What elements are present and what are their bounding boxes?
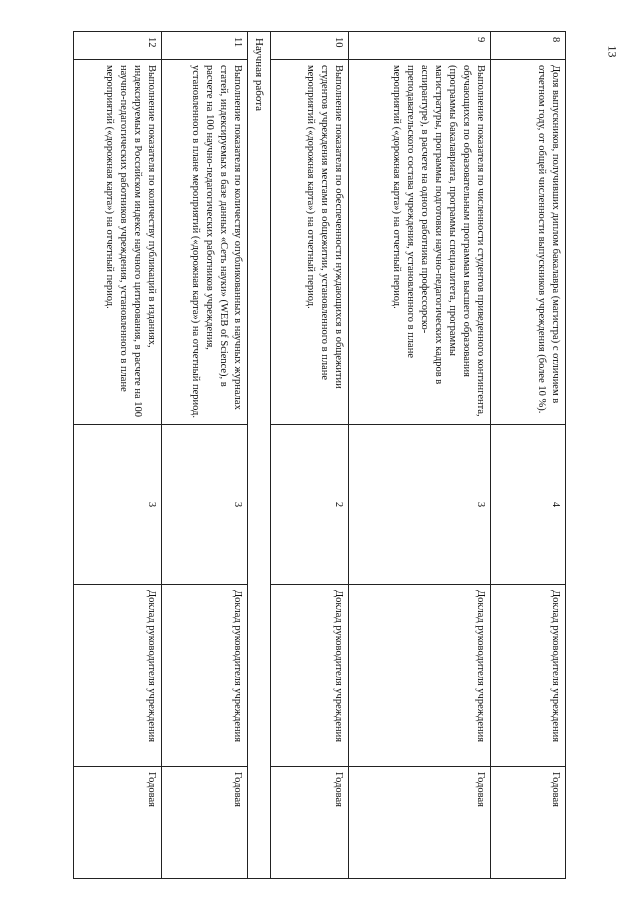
indicator-score: 4 — [491, 425, 566, 585]
report-period: Годовая — [74, 767, 162, 879]
row-number: 11 — [162, 32, 248, 60]
indicators-table — [73, 31, 566, 879]
report-source: Доклад руководителя учреждения — [491, 585, 566, 767]
report-source: Доклад руководителя учреждения — [271, 585, 349, 767]
indicators-table-body — [74, 32, 566, 879]
report-source: Доклад руководителя учреждения — [162, 585, 248, 767]
rotated-page-content — [76, 31, 566, 878]
table-row — [162, 32, 248, 879]
indicator-text: Выполнение показателя по обеспеченности нуждающихся в общежитии студентов учреждения местами в общежитии, установленного в плане мероприятий («дорожная карта») на отчетный период. — [271, 60, 349, 425]
indicator-score: 2 — [271, 425, 349, 585]
report-period: Годовая — [491, 767, 566, 879]
section-row — [248, 32, 271, 879]
page-number: 13 — [605, 45, 620, 58]
row-number: 9 — [349, 32, 491, 60]
table-row — [271, 32, 349, 879]
indicator-score: 3 — [349, 425, 491, 585]
table-row — [491, 32, 566, 879]
report-period: Годовая — [271, 767, 349, 879]
row-number: 10 — [271, 32, 349, 60]
report-source: Доклад руководителя учреждения — [74, 585, 162, 767]
table-row — [349, 32, 491, 879]
row-number: 8 — [491, 32, 566, 60]
report-period: Годовая — [162, 767, 248, 879]
indicator-text: Выполнение показателя по численности студентов приведенного контингента, обучающихся по образовательным программам высшего образования (программы бакалавриата, программы специалитета, программы магистратуры, программы подготовки научно-педагогических кадров в аспирантуре), в расчете на одного работника профессорско-преподавательского состава учреждения, установленного в плане мероприятий («дорожная карта») на отчетный период. — [349, 60, 491, 425]
report-period: Годовая — [349, 767, 491, 879]
report-source: Доклад руководителя учреждения — [349, 585, 491, 767]
indicator-score: 3 — [74, 425, 162, 585]
row-number: 12 — [74, 32, 162, 60]
indicator-text: Выполнение показателя по количеству публикаций в изданиях, индексируемых в Российском индексе научного цитирования, в расчете на 100 научно-педагогических работников учреждения, установленного в плане мероприятий («дорожная карта») на отчетный период. — [74, 60, 162, 425]
section-title: Научная работа — [248, 32, 271, 879]
indicator-text: Доля выпускников, получивших диплом бакалавра (магистра) с отличием в отчетном году, от общей численности выпускников учреждения (более 10 %). — [491, 60, 566, 425]
indicator-score: 3 — [162, 425, 248, 585]
table-row — [74, 32, 162, 879]
indicator-text: Выполнение показателя по количеству опубликованных в научных журналах статей, индексируемых в базе данных «Сеть науки» (WEB of Science), в расчете на 100 научно-педагогических работников учреждения, установленного в плане мероприятий («дорожная карта») на отчетный период. — [162, 60, 248, 425]
